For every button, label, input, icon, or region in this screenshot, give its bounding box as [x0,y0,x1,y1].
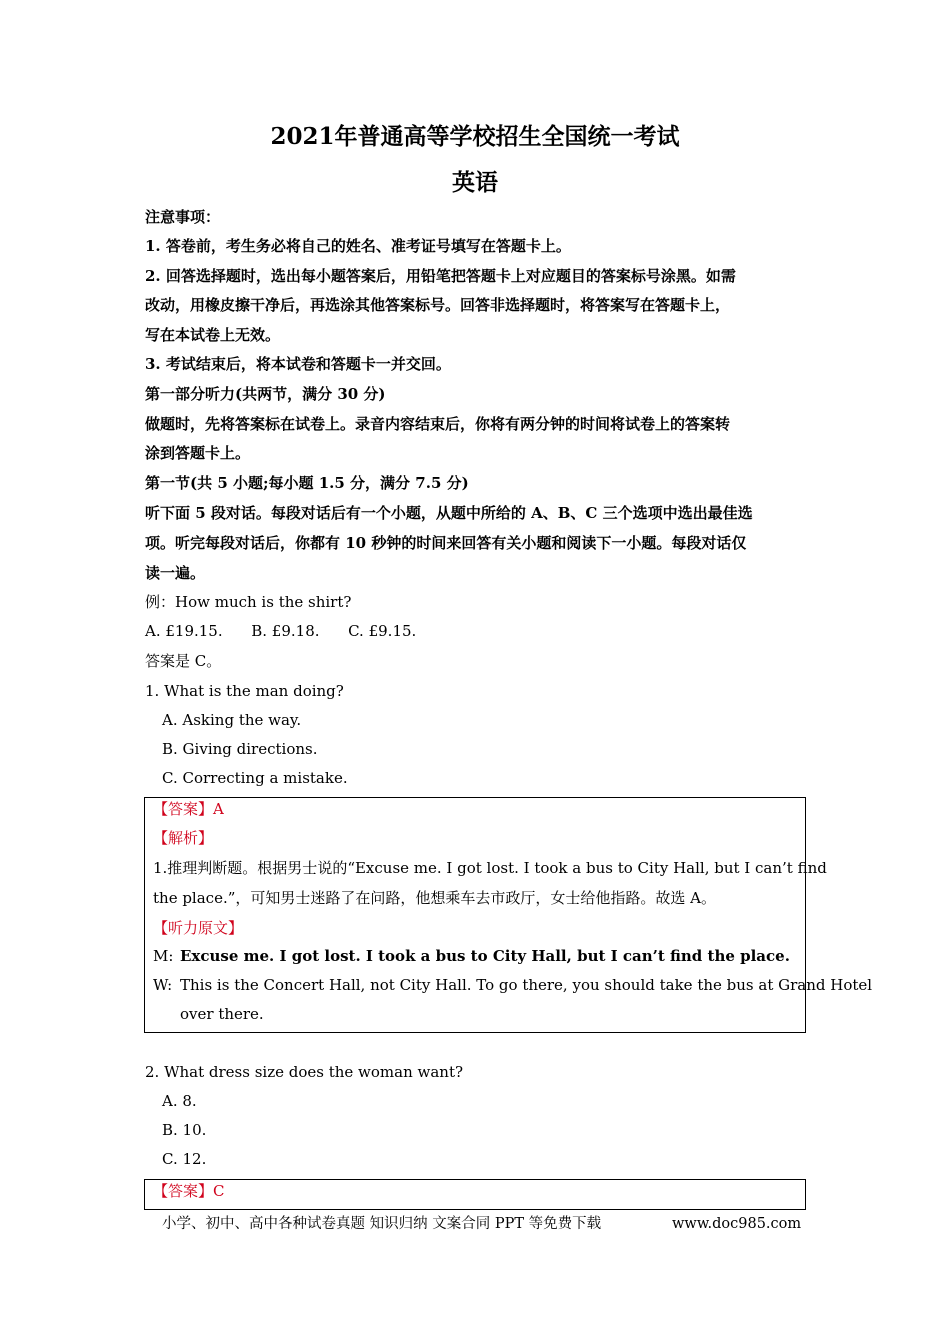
q2-option-a: A. 8. [162,1092,197,1110]
notice-item-1: 1. 答卷前，考生务必将自己的姓名、准考证号填写在答题卡上。 [145,237,571,255]
section1-instruction-line-3: 读一遍。 [145,564,206,582]
q1-option-c: C. Correcting a mistake. [162,769,348,787]
notice-item-2-line-1: 2. 回答选择题时，选出每小题答案后，用铅笔把答题卡上对应题目的答案标号涂黑。如需 [145,267,736,285]
section1-instruction-line-2: 项。听完每段对话后，你都有 10 秒钟的时间来回答有关小题和阅读下一小题。每段对话仅 [145,534,747,552]
q2-option-b: B. 10. [162,1121,207,1139]
q1-answer-label: 【答案】A [153,800,224,818]
woman-line-1: This is the Concert Hall, not City Hall. To go there, you should take the bus at Grand Hotel [180,976,873,994]
q1-option-b: B. Giving directions. [162,740,318,758]
exam-title: 2021年普通高等学校招生全国统一考试 [270,123,680,150]
q2-option-c: C. 12. [162,1150,207,1168]
q1-analysis-line-1: 1.推理判断题。根据男士说的“Excuse me. I got lost. I took a bus to City Hall, but I can’t find [153,859,827,877]
example-question: 例：How much is the shirt? [145,593,352,611]
notice-heading: 注意事项： [145,208,221,226]
footer-url[interactable]: www.doc985.com [672,1216,802,1232]
q1-analysis-label: 【解析】 [153,829,214,847]
speaker-w: W: [153,976,173,994]
part1-instruction-line-2: 涂到答题卡上。 [145,444,251,462]
q2-question: 2. What dress size does the woman want? [145,1063,464,1081]
example-answer: 答案是 C。 [145,652,222,670]
notice-item-3: 3. 考试结束后，将本试卷和答题卡一并交回。 [145,355,451,373]
notice-item-2-line-3: 写在本试卷上无效。 [145,326,281,344]
q1-option-a: A. Asking the way. [162,711,302,729]
part1-heading: 第一部分听力(共两节，满分 30 分) [145,385,386,403]
woman-line-2: over there. [180,1005,264,1023]
q1-transcript-woman [153,975,873,995]
example-options: A. £19.15. B. £9.18. C. £9.15. [145,622,417,640]
q1-transcript-label: 【听力原文】 [153,919,244,937]
notice-item-2-line-2: 改动，用橡皮擦干净后，再选涂其他答案标号。回答非选择题时，将答案写在答题卡上， [145,296,731,314]
q2-answer-label: 【答案】C [153,1182,225,1200]
part1-instruction-line-1: 做题时，先将答案标在试卷上。录音内容结束后，你将有两分钟的时间将试卷上的答案转 [145,415,731,433]
q1-transcript-man [153,946,803,966]
page-footer [162,1214,802,1234]
q1-analysis-line-2: the place.”，可知男士迷路了在问路，他想乘车去市政厅，女士给他指路。故选 A。 [153,889,716,907]
footer-text: 小学、初中、高中各种试卷真题 知识归纳 文案合同 PPT 等免费下载 [162,1216,602,1232]
man-line: Excuse me. I got lost. I took a bus to City Hall, but I can’t find the place. [180,947,790,965]
speaker-m: M: [153,947,174,965]
subject-title: 英语 [452,169,498,196]
section1-heading: 第一节(共 5 小题;每小题 1.5 分，满分 7.5 分) [145,474,469,492]
section1-instruction-line-1: 听下面 5 段对话。每段对话后有一个小题，从题中所给的 A、B、C 三个选项中选出最佳选 [145,504,753,522]
q1-question: 1. What is the man doing? [145,682,344,700]
